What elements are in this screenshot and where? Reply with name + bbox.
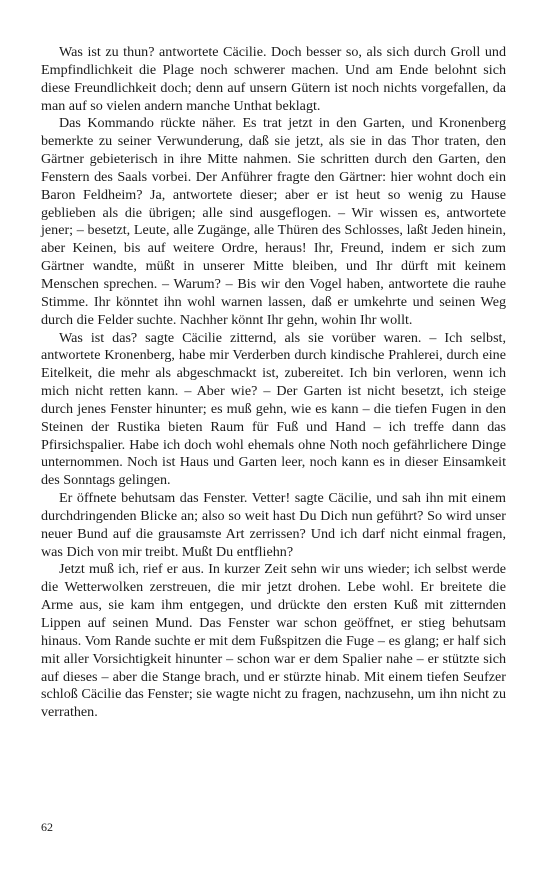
paragraph-1: Was ist zu thun? antwortete Cäcilie. Doch besser so, als sich durch Groll und Empfindlichkeit die Plage noch schwerer machen. Und am Ende belohnt sich diese Freundlichkeit doch; denn auf unsern Gütern ist noch nichts vorgefallen, da man auf so vielen andern manche Unthat beklagt. bbox=[41, 44, 506, 114]
page-number: 62 bbox=[41, 820, 53, 834]
page-body bbox=[41, 44, 506, 722]
paragraph-2: Das Kommando rückte näher. Es trat jetzt in den Garten, und Kronenberg bemerkte zu seiner Verwunderung, daß sie jetzt, als sie in das Thor traten, den Gärtner gebieterisch in ihre Mitte nahmen. Sie schritten durch den Garten, den Fenstern des Saals vorbei. Der Anführer fragte den Gärtner: hier wohnt doch ein Baron Feldheim? Ja, antwortete dieser; aber er ist heut so wenig zu Hause geblieben als die übrigen; alle sind ausgeflogen. – Wir wissen es, antwortete jener; – besetzt, Leute, alle Zugänge, alle Thüren des Schlosses, laßt Jeden hinein, aber Keinen, bis auf weitere Ordre, heraus! Ihr, Freund, indem er sich zum Gärtner wandte, müßt in unserer Mitte bleiben, und Ihr dürft mit keinem Menschen sprechen. – Warum? – Bis wir den Vogel haben, antwortete die rauhe Stimme. Ihr könntet ihn wohl warnen lassen, daß er umkehrte und seinen Weg durch die Felder suchte. Nachher könnt Ihr gehn, wohin Ihr wollt. bbox=[41, 115, 506, 328]
paragraph-5: Jetzt muß ich, rief er aus. In kurzer Zeit sehn wir uns wieder; ich selbst werde die Wetterwolken zerstreuen, die mir jetzt drohen. Lebe wohl. Er breitete die Arme aus, sie kam ihm entgegen, und drückte den ersten Kuß mit zitternden Lippen auf seinen Mund. Das Fenster war schon geöffnet, er stieg behutsam hinaus. Vom Rande suchte er mit dem Fußspitzen die Fuge – es glang; er half sich mit aller Vorsichtigkeit hinunter – schon war er dem Spalier nahe – er stützte sich auf dieses – aber die Stange brach, und er stürzte hinab. Mit einem tiefen Seufzer schloß Cäcilie das Fenster; sie wagte nicht zu fragen, nachzusehn, um ihn nicht zu verrathen. bbox=[41, 561, 506, 721]
paragraph-4: Er öffnete behutsam das Fenster. Vetter! sagte Cäcilie, und sah ihn mit einem durchdringenden Blicke an; also so weit hast Du Dich nun geführt? So wird unser neuer Bund auf die grausamste Art zerrissen? Und ich darf nicht einmal fragen, was Dich von mir treibt. Mußt Du entfliehn? bbox=[41, 490, 506, 560]
paragraph-3: Was ist das? sagte Cäcilie zitternd, als sie vorüber waren. – Ich selbst, antwortete Kronenberg, habe mir Verderben durch kindische Prahlerei, durch eine Eitelkeit, die mehr als abgeschmackt ist, zubereitet. Ich bin verloren, wenn ich mich nicht retten kann. – Aber wie? – Der Garten ist nicht besetzt, ich steige durch jenes Fenster hinunter; es muß gehn, wie es kann – die tiefen Fugen in den Steinen der Rustika bieten Raum für Fuß und Hand – ich treffe dann das Pfirsichspalier. Habe ich doch wohl ehemals ohne Noth noch gefährlichere Dinge unternommen. Noch ist Haus und Garten leer, noch kann es in dieser Einsamkeit des Sonntags gelingen. bbox=[41, 329, 506, 489]
